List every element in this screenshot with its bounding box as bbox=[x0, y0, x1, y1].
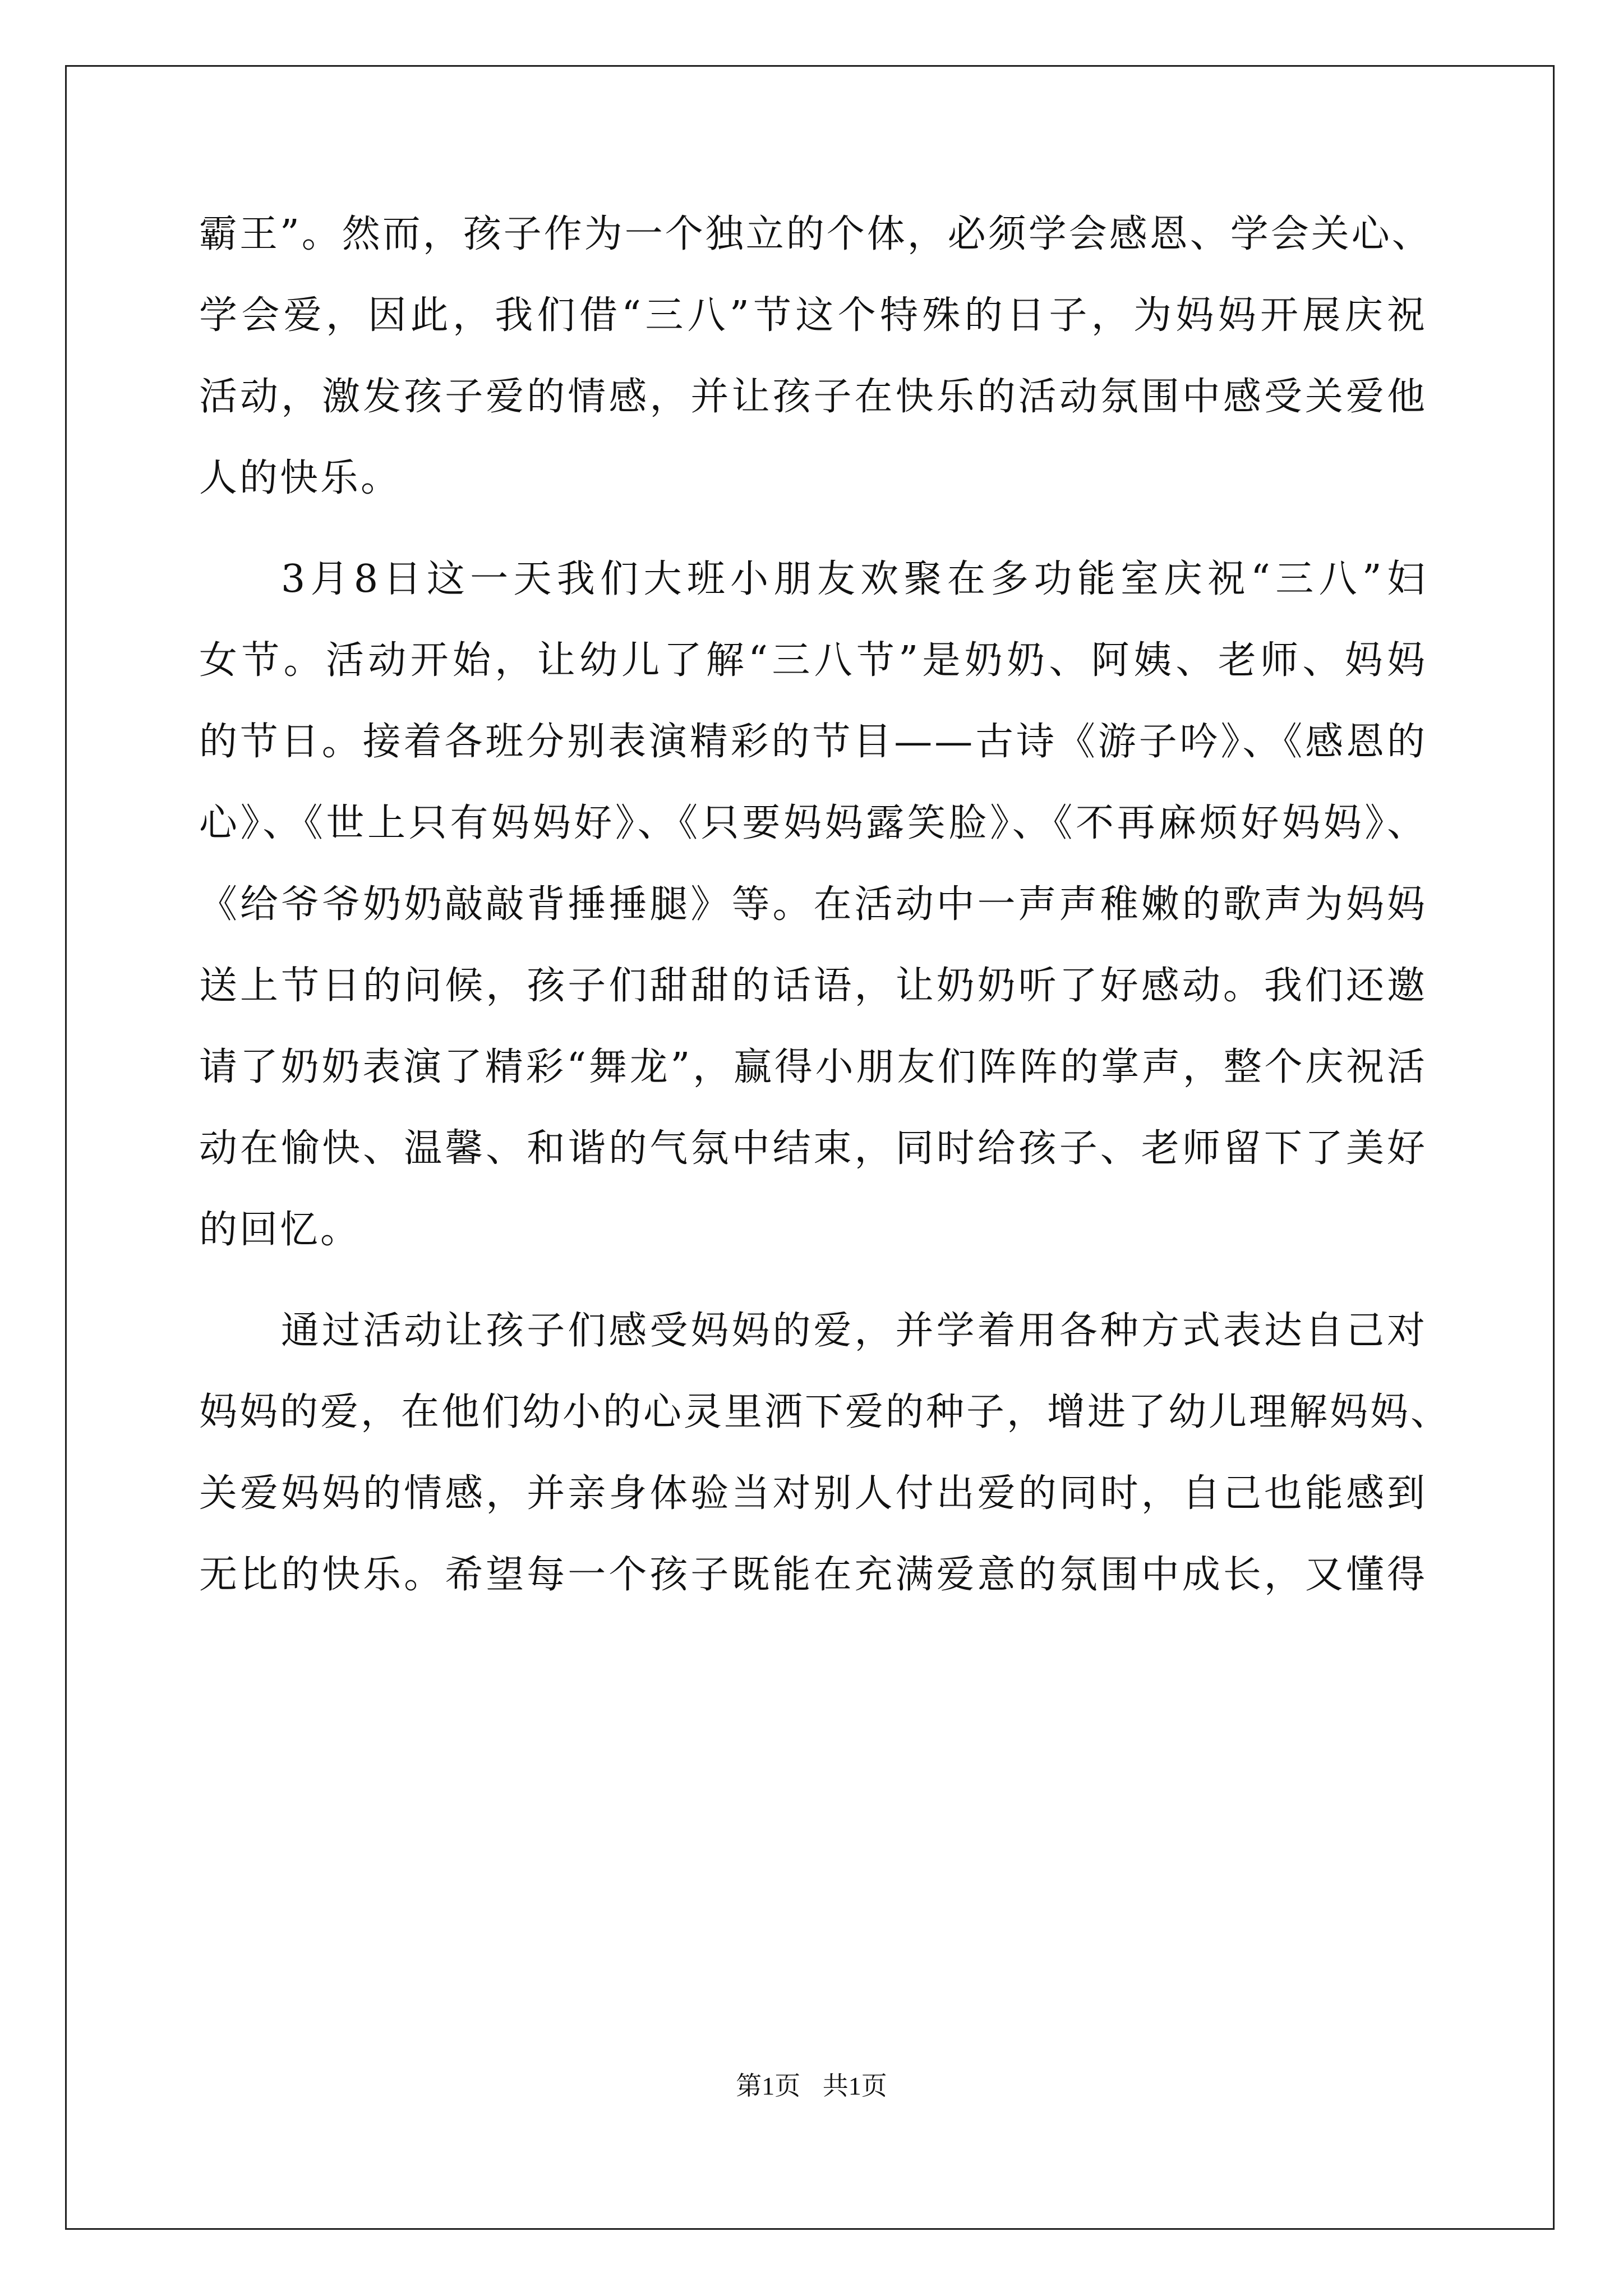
text-line: 女节。活动开始，让幼儿了解“三八节”是奶奶、阿姨、老师、妈妈 bbox=[199, 638, 1427, 683]
text-line: 的节日。接着各班分别表演精彩的节目——古诗《游子吟》、《感恩的 bbox=[199, 720, 1427, 764]
page-total: 共1页 bbox=[822, 2072, 887, 2100]
text-line: 动在愉快、温馨、和谐的气氛中结束，同时给孩子、老师留下了美好 bbox=[199, 1126, 1427, 1171]
text-line: 关爱妈妈的情感，并亲身体验当对别人付出爱的同时，自己也能感到 bbox=[199, 1471, 1427, 1516]
text-line: 心》、《世上只有妈妈好》、《只要妈妈露笑脸》、《不再麻烦好妈妈》、 bbox=[199, 801, 1427, 845]
text-line: 的回忆。 bbox=[199, 1208, 361, 1252]
text-line: 霸王”。然而，孩子作为一个独立的个体，必须学会感恩、学会关心、 bbox=[199, 212, 1432, 256]
paragraph-gap bbox=[199, 519, 1427, 539]
text-line: 妈妈的爱，在他们幼小的心灵里洒下爱的种子，增进了幼儿理解妈妈、 bbox=[199, 1390, 1451, 1434]
text-line: 《给爷爷奶奶敲敲背捶捶腿》等。在活动中一声声稚嫩的歌声为妈妈 bbox=[199, 882, 1427, 927]
text-line: 3月8日这一天我们大班小朋友欢聚在多功能室庆祝“三八”妇 bbox=[281, 557, 1427, 601]
text-line: 请了奶奶表演了精彩“舞龙”，赢得小朋友们阵阵的掌声，整个庆祝活 bbox=[199, 1045, 1427, 1089]
document-body bbox=[199, 194, 1451, 1616]
text-line: 通过活动让孩子们感受妈妈的爱，并学着用各种方式表达自己对 bbox=[281, 1309, 1427, 1353]
paragraph-gap bbox=[199, 1271, 1427, 1290]
page-footer bbox=[0, 2065, 1623, 2102]
text-line: 活动，激发孩子爱的情感，并让孩子在快乐的活动氛围中感受关爱他 bbox=[199, 375, 1427, 419]
text-line: 人的快乐。 bbox=[199, 456, 402, 500]
page-number: 第1页 bbox=[736, 2072, 801, 2100]
text-line: 无比的快乐。希望每一个孩子既能在充满爱意的氛围中成长，又懂得 bbox=[199, 1553, 1427, 1597]
text-line: 学会爱，因此，我们借“三八”节这个特殊的日子，为妈妈开展庆祝 bbox=[199, 293, 1427, 338]
text-line: 送上节日的问候，孩子们甜甜的话语，让奶奶听了好感动。我们还邀 bbox=[199, 964, 1427, 1008]
